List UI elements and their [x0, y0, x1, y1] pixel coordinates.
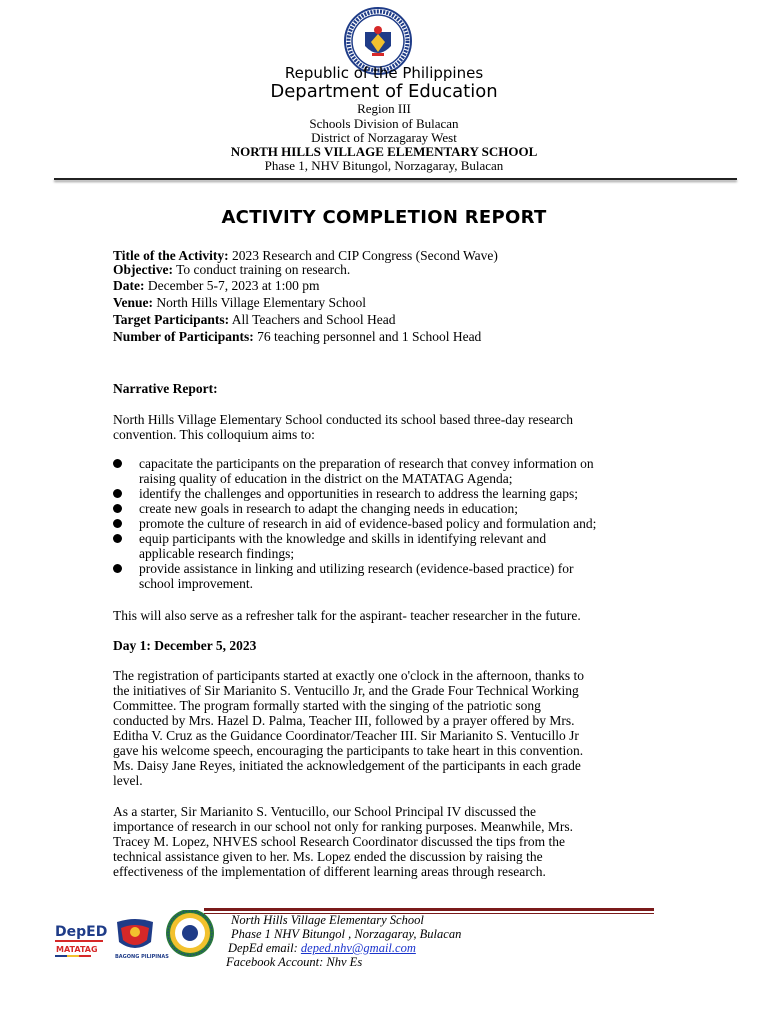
footer-divider [204, 908, 654, 911]
list-item: identify the challenges and opportunities in research to address the learning gaps; [113, 486, 663, 501]
day1-paragraph-1: The registration of participants started at exactly one o'clock in the afternoon, thanks to the initiatives of Sir Marianito S. Ventucillo Jr, and the Grade Four Technical Working Committee. The program formally started with the singing of the patriotic song conducted by Mrs. Hazel D. Palma, Teacher III, followed by a prayer offered by Mrs. Editha V. Cruz as the Guidance Coordinator/Teacher III. Sir Marianito S. Ventucillo Jr gave his welcome speech, encouraging the participants to take heart in this convention. Ms. Daisy Jane Reyes, initiated the acknowledgement of the participants in each grade level. [113, 668, 585, 788]
bullet-icon [113, 459, 122, 468]
bullet-icon [113, 519, 122, 528]
report-title: ACTIVITY COMPLETION REPORT [221, 207, 547, 228]
list-item: provide assistance in linking and utilizing research (evidence-based practice) for school improvement. [113, 561, 663, 591]
day1-paragraph-2: As a starter, Sir Marianito S. Ventucillo, our School Principal IV discussed the importance of research in our school not only for ranking purposes. Meanwhile, Mrs. Tracey M. Lopez, NHVES school Research Coordinator discussed the tips from the technical assistance given to her. Ms. Lopez ended the discussion by raising the effectiveness of the implementation of different learning areas through research. [113, 804, 574, 879]
header-school: NORTH HILLS VILLAGE ELEMENTARY SCHOOL [230, 144, 538, 159]
info-row-venue: Venue: North Hills Village Elementary School [113, 295, 367, 310]
aims-list [113, 456, 663, 591]
footer-email: DepEd email: deped.nhv@gmail.com [228, 941, 416, 955]
list-item: equip participants with the knowledge and skills in identifying relevant and applicable research findings; [113, 531, 663, 561]
info-row-title: Title of the Activity: 2023 Research and CIP Congress (Second Wave) [113, 248, 498, 263]
header-division: Schools Division of Bulacan [309, 116, 459, 131]
header-republic: Republic of the Philippines [284, 64, 484, 82]
info-row-date: Date: December 5-7, 2023 at 1:00 pm [113, 278, 320, 293]
info-row-number: Number of Participants: 76 teaching personnel and 1 School Head [113, 329, 482, 344]
header-district: District of Norzagaray West [311, 130, 457, 145]
bagong-pilipinas-logo [115, 919, 169, 960]
activity-info [113, 247, 663, 345]
school-seal-logo [166, 910, 214, 957]
header-address: Phase 1, NHV Bitungol, Norzagaray, Bulacan [264, 158, 504, 173]
bullet-icon [113, 534, 122, 543]
header-region: Region III [357, 101, 411, 116]
day1-heading: Day 1: December 5, 2023 [113, 638, 257, 653]
header-divider [54, 178, 737, 180]
info-row-objective: Objective: To conduct training on research. [113, 262, 351, 277]
deped-matatag-logo [55, 924, 107, 957]
footer-logos-graphic [53, 910, 223, 960]
email-link[interactable]: deped.nhv@gmail.com [300, 941, 416, 955]
svg-text:MATATAG: MATATAG [56, 945, 98, 954]
bullet-icon [113, 504, 122, 513]
footer-contact [226, 913, 461, 969]
list-item: promote the culture of research in aid of evidence-based policy and formulation and; [113, 516, 663, 531]
bullet-icon [113, 564, 122, 573]
info-row-target: Target Participants: All Teachers and School Head [113, 312, 396, 327]
narrative-heading: Narrative Report: [113, 381, 218, 396]
header-department: Department of Education [270, 81, 498, 102]
svg-text:BAGONG PILIPINAS: BAGONG PILIPINAS [115, 954, 169, 960]
intro-paragraph: North Hills Village Elementary School conducted its school based three-day research convention. This colloquium aims to: [113, 412, 574, 442]
footer-logos [53, 910, 223, 960]
footer-school: North Hills Village Elementary School [231, 913, 424, 927]
list-item: create new goals in research to adapt the changing needs in education; [113, 501, 663, 516]
footer-facebook: Facebook Account: Nhv Es [226, 955, 363, 969]
refresher-paragraph: This will also serve as a refresher talk for the aspirant- teacher researcher in the future. [113, 608, 581, 623]
list-item: capacitate the participants on the preparation of research that convey information on raising quality of education in the district on the MATATAG Agenda; [113, 456, 663, 486]
bullet-icon [113, 489, 122, 498]
footer-address: Phase 1 NHV Bitungol , Norzagaray, Bulacan [231, 927, 462, 941]
svg-text:DepED: DepED [55, 924, 108, 940]
